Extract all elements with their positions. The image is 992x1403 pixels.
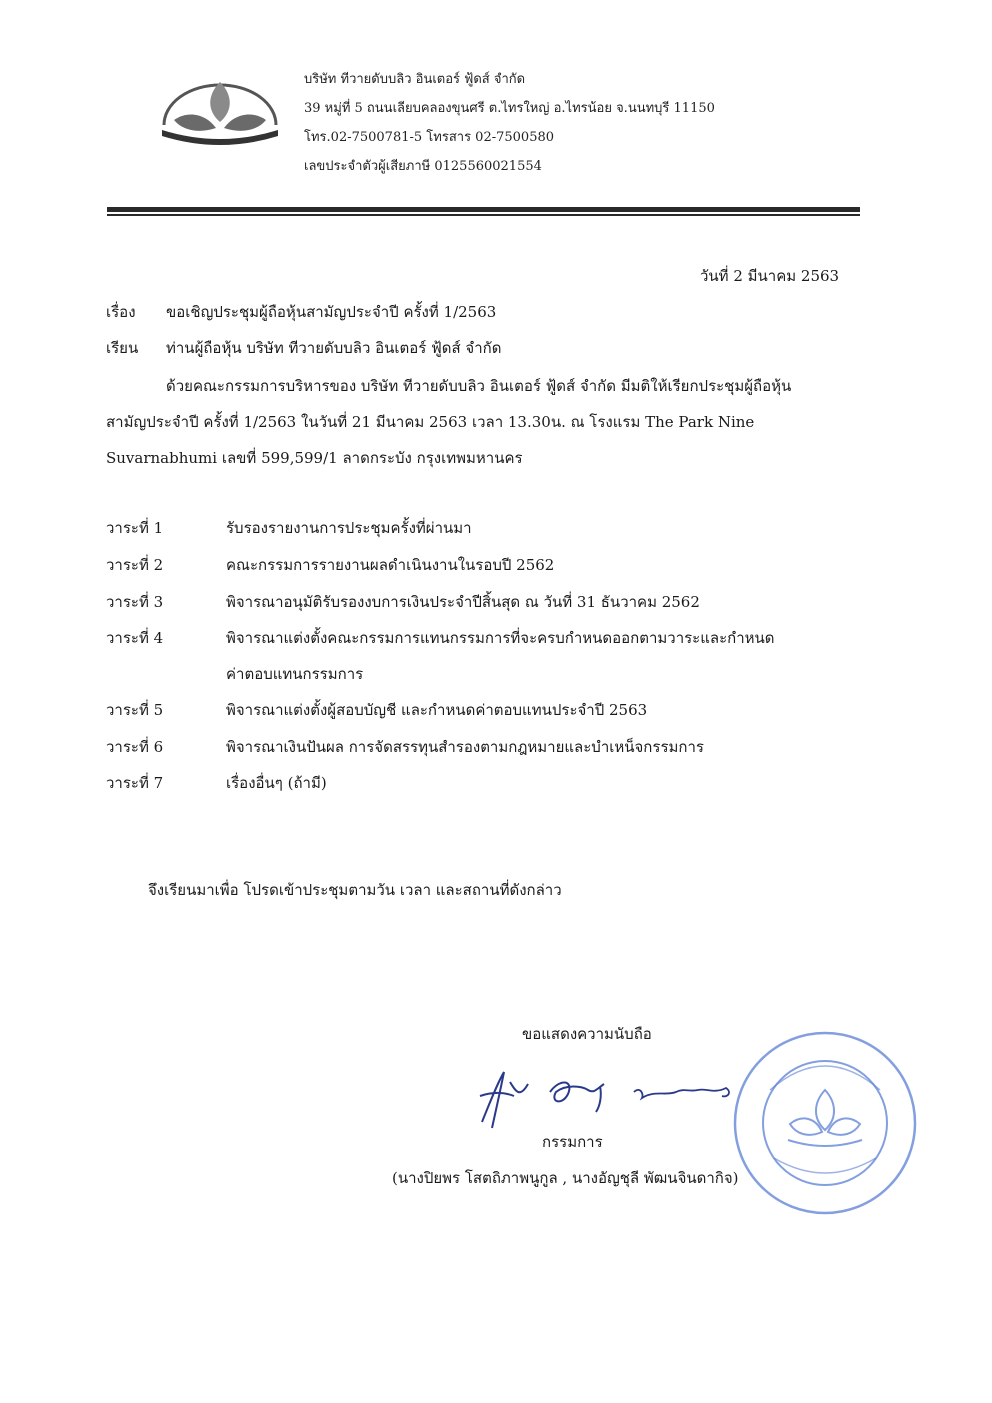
to-text: ท่านผู้ถือหุ้น บริษัท ทีวายดับบลิว อินเตอร์ ฟู้ดส์ จำกัด <box>166 339 502 357</box>
subject-label: เรื่อง <box>106 303 136 321</box>
body-line: Suvarnabhumi เลขที่ 599,599/1 ลาดกระบัง กรุงเทพมหานคร <box>106 449 523 467</box>
to-label: เรียน <box>106 339 139 357</box>
header-rule <box>107 207 860 212</box>
agenda-text: เรื่องอื่นๆ (ถ้ามี) <box>226 774 327 792</box>
agenda-text-continued: ค่าตอบแทนกรรมการ <box>226 665 364 683</box>
closing-text: จึงเรียนมาเพื่อ โปรดเข้าประชุมตามวัน เวลา และสถานที่ดังกล่าว <box>148 881 562 899</box>
agenda-text: พิจารณาเงินปันผล การจัดสรรทุนสำรองตามกฎหมายและบำเหน็จกรรมการ <box>226 738 704 756</box>
company-address: 39 หมู่ที่ 5 ถนนเลียบคลองขุนศรี ต.ไทรใหญ่ อ.ไทรน้อย จ.นนทบุรี 11150 <box>304 101 715 116</box>
agenda-text: พิจารณาแต่งตั้งผู้สอบบัญชี และกำหนดค่าตอบแทนประจำปี 2563 <box>226 701 648 719</box>
letter-date: วันที่ 2 มีนาคม 2563 <box>700 267 840 285</box>
agenda-text: พิจารณาแต่งตั้งคณะกรรมการแทนกรรมการที่จะครบกำหนดออกตามวาระและกำหนด <box>226 629 775 647</box>
subject-text: ขอเชิญประชุมผู้ถือหุ้นสามัญประจำปี ครั้งที่ 1/2563 <box>166 303 497 321</box>
signer-title: กรรมการ <box>542 1133 603 1151</box>
signer-names: (นางปิยพร โสตถิภาพนูกูล , นางอัญชุลี พัฒนจินดากิจ) <box>392 1169 739 1187</box>
company-name: บริษัท ทีวายดับบลิว อินเตอร์ ฟู้ดส์ จำกัด <box>304 72 526 87</box>
agenda-text: พิจารณาอนุมัติรับรองงบการเงินประจำปีสิ้นสุด ณ วันที่ 31 ธันวาคม 2562 <box>226 593 700 611</box>
signature-image <box>470 1062 760 1132</box>
agenda-label: วาระที่ 2 <box>106 556 164 574</box>
regards-text: ขอแสดงความนับถือ <box>522 1025 652 1043</box>
body-line: สามัญประจำปี ครั้งที่ 1/2563 ในวันที่ 21 มีนาคม 2563 เวลา 13.30น. ณ โรงแรม The Park Nine <box>106 413 755 431</box>
agenda-label: วาระที่ 6 <box>106 738 164 756</box>
agenda-label: วาระที่ 3 <box>106 593 164 611</box>
company-phone: โทร.02-7500781-5 โทรสาร 02-7500580 <box>304 130 555 145</box>
company-logo <box>160 70 280 148</box>
header-rule-thin <box>107 214 860 216</box>
agenda-label: วาระที่ 5 <box>106 701 164 719</box>
agenda-label: วาระที่ 7 <box>106 774 164 792</box>
company-seal-stamp <box>730 1028 920 1218</box>
agenda-label: วาระที่ 4 <box>106 629 164 647</box>
company-tax-id: เลขประจำตัวผู้เสียภาษี 0125560021554 <box>304 159 542 174</box>
body-line: ด้วยคณะกรรมการบริหารของ บริษัท ทีวายดับบลิว อินเตอร์ ฟู้ดส์ จำกัด มีมติให้เรียกประชุมผู้ถือหุ้น <box>166 377 792 395</box>
agenda-text: คณะกรรมการรายงานผลดำเนินงานในรอบปี 2562 <box>226 556 555 574</box>
agenda-text: รับรองรายงานการประชุมครั้งที่ผ่านมา <box>226 519 472 537</box>
agenda-label: วาระที่ 1 <box>106 519 164 537</box>
